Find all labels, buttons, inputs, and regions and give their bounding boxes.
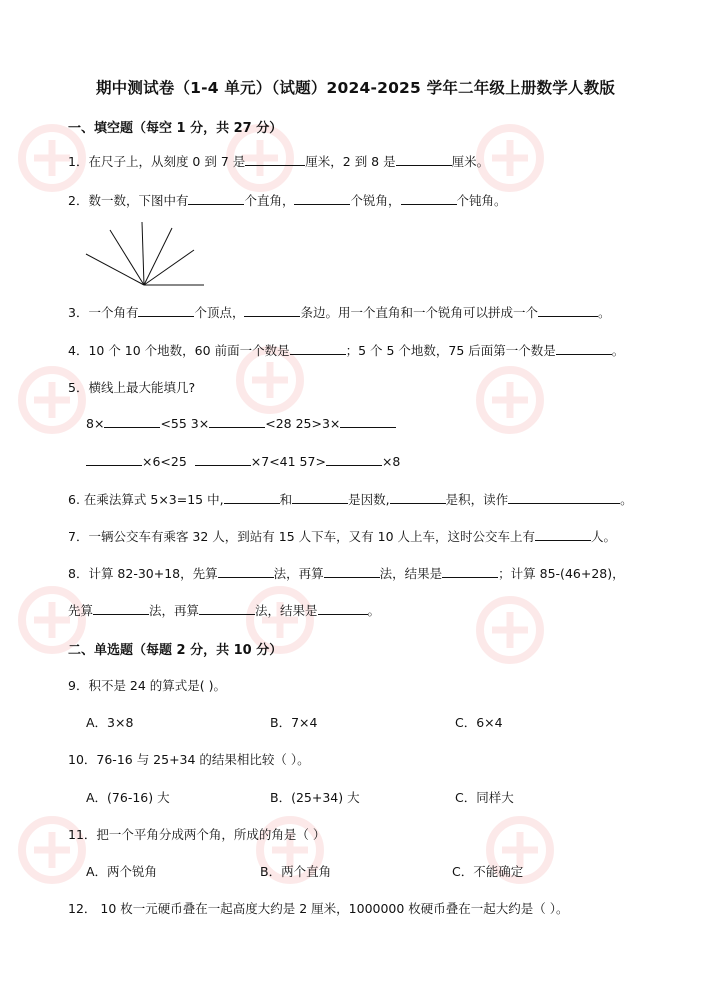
answer-blank[interactable] xyxy=(556,342,612,355)
answer-blank[interactable] xyxy=(292,491,348,504)
answer-blank[interactable] xyxy=(188,192,244,205)
question-5: 5．横线上最大能填几? xyxy=(68,380,196,395)
answer-blank[interactable] xyxy=(245,153,305,166)
watermark-logo-icon xyxy=(12,810,92,890)
answer-blank[interactable] xyxy=(535,528,591,541)
answer-blank[interactable] xyxy=(209,415,265,428)
answer-blank[interactable] xyxy=(396,153,452,166)
page-title: 期中测试卷（1-4 单元）（试题）2024-2025 学年二年级上册数学人教版 xyxy=(95,79,616,97)
question-8: 8．计算 82-30+18，先算 法，再算 法，结果是 ；计算 85-(46+28)， xyxy=(68,566,625,581)
answer-blank[interactable] xyxy=(340,415,396,428)
answer-blank[interactable] xyxy=(290,342,346,355)
answer-blank[interactable] xyxy=(224,491,280,504)
answer-blank[interactable] xyxy=(86,453,142,466)
option-c[interactable]: C．同样大 xyxy=(455,790,514,805)
question-11: 11．把一个平角分成两个角，所成的角是（ ） xyxy=(68,827,326,842)
watermark-logo-icon xyxy=(470,590,550,670)
option-b[interactable]: B．7×4 xyxy=(270,715,318,730)
option-b[interactable]: B．两个直角 xyxy=(260,864,332,879)
answer-blank[interactable] xyxy=(195,453,251,466)
watermark-logo-icon xyxy=(12,360,92,440)
answer-blank[interactable] xyxy=(442,565,498,578)
question-3: 3．一个角有 个顶点， 条边。用一个直角和一个锐角可以拼成一个 。 xyxy=(68,305,611,320)
answer-blank[interactable] xyxy=(199,602,255,615)
option-a[interactable]: A．(76-16) 大 xyxy=(86,790,170,805)
question-5-row-2: ×6<25 ×7<41 57> ×8 xyxy=(86,453,400,469)
answer-blank[interactable] xyxy=(244,304,300,317)
question-12: 12． 10 枚一元硬币叠在一起高度大约是 2 厘米，1000000 枚硬币叠在一起大约是（ ）。 xyxy=(68,901,569,916)
question-9: 9．积不是 24 的算式是( )。 xyxy=(68,678,227,693)
question-8-continued: 先算 法，再算 法，结果是 。 xyxy=(68,603,381,618)
angle-rays-figure xyxy=(84,220,208,290)
answer-blank[interactable] xyxy=(294,192,350,205)
answer-blank[interactable] xyxy=(508,491,620,504)
question-5-row-1: 8× <55 3× <28 25>3× xyxy=(86,415,396,431)
option-c[interactable]: C．不能确定 xyxy=(452,864,524,879)
option-c[interactable]: C．6×4 xyxy=(455,715,503,730)
answer-blank[interactable] xyxy=(538,304,598,317)
answer-blank[interactable] xyxy=(93,602,149,615)
option-a[interactable]: A．3×8 xyxy=(86,715,134,730)
question-2: 2．数一数，下图中有 个直角， 个锐角， 个钝角。 xyxy=(68,193,507,208)
answer-blank[interactable] xyxy=(324,565,380,578)
question-4: 4．10 个 10 个地数，60 前面一个数是 ；5 个 5 个地数，75 后面第一个数是 。 xyxy=(68,343,625,358)
section-heading-single-choice: 二、单选题（每题 2 分，共 10 分） xyxy=(68,643,283,658)
option-a[interactable]: A．两个锐角 xyxy=(86,864,158,879)
answer-blank[interactable] xyxy=(104,415,160,428)
question-7: 7．一辆公交车有乘客 32 人，到站有 15 人下车，又有 10 人上车，这时公交车上有 人。 xyxy=(68,529,617,544)
answer-blank[interactable] xyxy=(390,491,446,504)
question-10: 10．76-16 与 25+34 的结果相比较（ ）。 xyxy=(68,752,310,767)
answer-blank[interactable] xyxy=(318,602,368,615)
answer-blank[interactable] xyxy=(401,192,457,205)
watermark-logo-icon xyxy=(470,360,550,440)
question-6: 6. 在乘法算式 5×3=15 中, 和 是因数, 是积，读作 。 xyxy=(68,492,633,507)
section-heading-fill-in: 一、填空题（每空 1 分，共 27 分） xyxy=(68,121,283,136)
answer-blank[interactable] xyxy=(138,304,194,317)
question-1: 1．在尺子上，从刻度 0 到 7 是 厘米，2 到 8 是 厘米。 xyxy=(68,154,490,169)
answer-blank[interactable] xyxy=(326,453,382,466)
option-b[interactable]: B．(25+34) 大 xyxy=(270,790,360,805)
answer-blank[interactable] xyxy=(218,565,274,578)
